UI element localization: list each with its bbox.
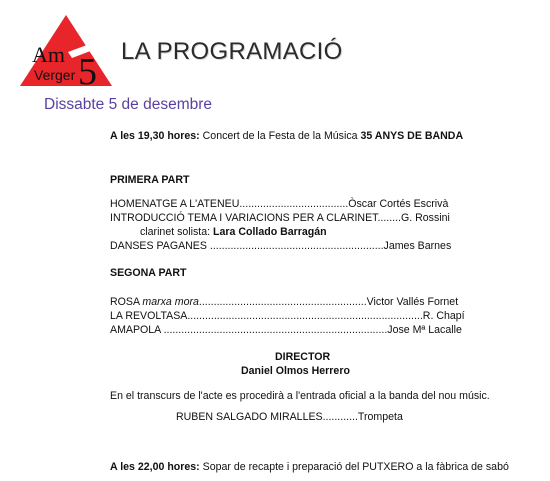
part1-line-1: HOMENATGE A L'ATENEU.....................................Òscar Cortés Escrivà (110, 198, 449, 210)
director-name: Daniel Olmos Herrero (241, 365, 350, 377)
intro-line (110, 130, 463, 142)
logo-verger-text: Verger (34, 67, 76, 83)
part2-line-3: AMAPOLA ............................................................................Jose Mª Lacalle (110, 324, 462, 336)
part2-heading: SEGONA PART (110, 267, 187, 279)
soloist-line (140, 226, 327, 238)
part1-heading: PRIMERA PART (110, 174, 190, 186)
director-label: DIRECTOR (275, 351, 331, 363)
dinner-text: Sopar de recapte i preparació del PUTXERO a la fàbrica de sabó (199, 461, 509, 473)
soloist-label: clarinet solista: (140, 226, 214, 238)
part1-line-3: DANSES PAGANES ...........................................................James Barnes (110, 240, 452, 252)
dinner-line (110, 461, 509, 473)
rosa-title: ROSA (110, 296, 143, 308)
intro-text: Concert de la Festa de la Música (199, 130, 358, 142)
page-title: LA PROGRAMACIÓ (121, 38, 343, 65)
logo-number: 5 (78, 51, 97, 88)
part2-line-2: LA REVOLTASA................................................................................R. Chapí (110, 310, 465, 322)
am5-verger-logo (18, 12, 122, 88)
new-musician-line: RUBEN SALGADO MIRALLES............Trompeta (176, 411, 403, 423)
intro-highlight: 35 ANYS DE BANDA (360, 130, 464, 142)
rosa-italic: marxa mora (142, 296, 199, 308)
dinner-time: A les 22,00 hores: (110, 461, 200, 473)
soloist-name: Lara Collado Barragán (213, 226, 327, 238)
part2-line-1 (110, 296, 458, 308)
intro-time: A les 19,30 hores: (110, 130, 200, 142)
part1-line-2: INTRODUCCIÓ TEMA I VARIACIONS PER A CLARINET........G. Rossini (110, 212, 450, 224)
rosa-rest: .........................................................Victor Vallés Fornet (198, 296, 459, 308)
event-date: Dissabte 5 de desembre (44, 96, 213, 113)
entry-note: En el transcurs de l'acte es procedirà a l'entrada oficial a la banda del nou músic. (110, 390, 490, 402)
logo-am-text: Am (32, 42, 65, 67)
